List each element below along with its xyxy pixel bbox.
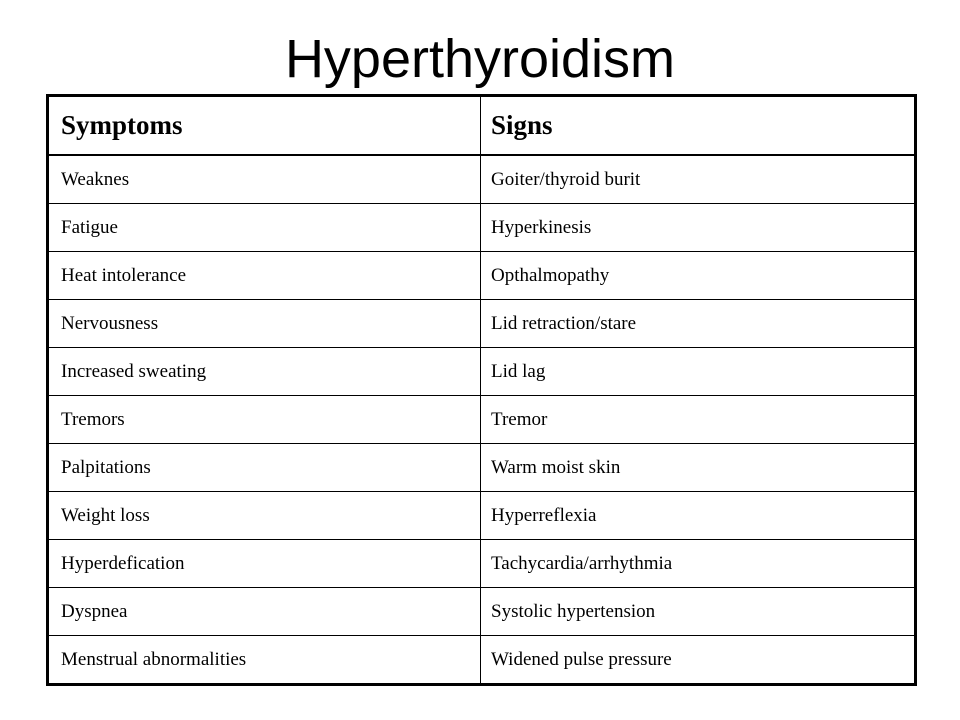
signs-column-header: Signs [481, 96, 916, 156]
symptom-cell: Palpitations [48, 444, 481, 492]
table-header-row [48, 96, 916, 156]
sign-cell: Tremor [481, 396, 916, 444]
table-row [48, 444, 916, 492]
sign-cell: Systolic hypertension [481, 588, 916, 636]
symptom-cell: Dyspnea [48, 588, 481, 636]
symptom-cell: Menstrual abnormalities [48, 636, 481, 685]
symptoms-column-header: Symptoms [48, 96, 481, 156]
table-row [48, 540, 916, 588]
sign-cell: Hyperreflexia [481, 492, 916, 540]
sign-cell: Opthalmopathy [481, 252, 916, 300]
symptom-cell: Nervousness [48, 300, 481, 348]
symptom-cell: Tremors [48, 396, 481, 444]
table-row [48, 348, 916, 396]
sign-cell: Widened pulse pressure [481, 636, 916, 685]
symptoms-signs-table [46, 94, 917, 686]
sign-cell: Warm moist skin [481, 444, 916, 492]
table-row [48, 588, 916, 636]
table-row [48, 204, 916, 252]
symptom-cell: Weight loss [48, 492, 481, 540]
table-row [48, 252, 916, 300]
sign-cell: Goiter/thyroid burit [481, 155, 916, 204]
table-row [48, 300, 916, 348]
sign-cell: Lid lag [481, 348, 916, 396]
table-row [48, 396, 916, 444]
sign-cell: Tachycardia/arrhythmia [481, 540, 916, 588]
sign-cell: Lid retraction/stare [481, 300, 916, 348]
sign-cell: Hyperkinesis [481, 204, 916, 252]
slide-title: Hyperthyroidism [284, 29, 676, 89]
table-row [48, 155, 916, 204]
table-row [48, 492, 916, 540]
symptom-cell: Weaknes [48, 155, 481, 204]
symptom-cell: Heat intolerance [48, 252, 481, 300]
symptom-cell: Hyperdefication [48, 540, 481, 588]
table-row [48, 636, 916, 685]
symptom-cell: Fatigue [48, 204, 481, 252]
symptom-cell: Increased sweating [48, 348, 481, 396]
